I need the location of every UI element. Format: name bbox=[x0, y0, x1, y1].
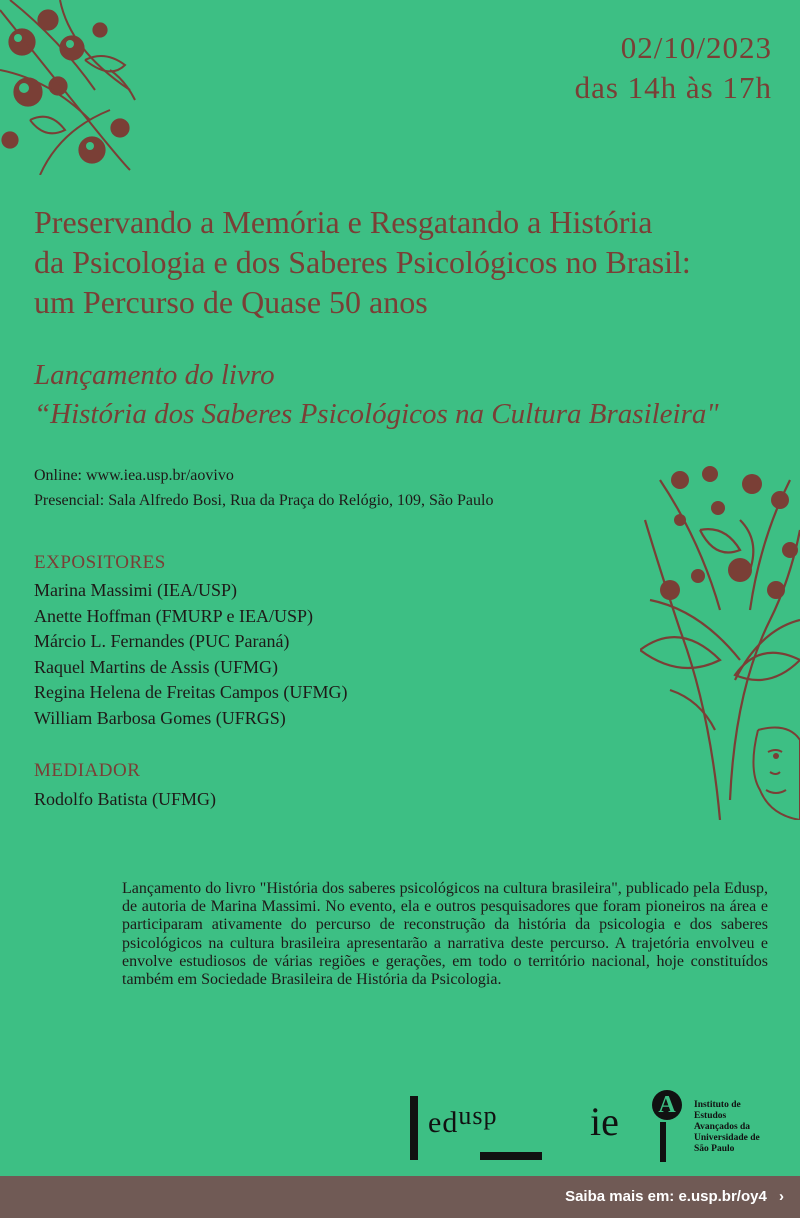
event-title-line: Preservando a Memória e Resgatando a História bbox=[34, 204, 653, 240]
chevron-right-icon: › bbox=[779, 1188, 784, 1205]
list-item: William Barbosa Gomes (UFRGS) bbox=[34, 707, 286, 728]
event-title-line: da Psicologia e dos Saberes Psicológicos no Brasil: bbox=[34, 244, 691, 280]
saiba-mais-link[interactable] bbox=[565, 1176, 784, 1218]
iea-logo-name: Instituto de Estudos Avançados da Universidade de São Paulo bbox=[694, 1100, 760, 1154]
expositores-list bbox=[34, 578, 347, 732]
event-time: das 14h às 17h bbox=[574, 70, 772, 105]
list-item: Raquel Martins de Assis (UFMG) bbox=[34, 656, 278, 677]
list-item: Marina Massimi (IEA/USP) bbox=[34, 580, 237, 600]
edusp-logo-bar bbox=[410, 1096, 418, 1160]
event-subtitle bbox=[34, 356, 719, 434]
edusp-logo-underline bbox=[480, 1152, 542, 1160]
venue-presencial: Presencial: Sala Alfredo Bosi, Rua da Praça do Relógio, 109, São Paulo bbox=[34, 492, 494, 509]
botanical-engraving-icon bbox=[0, 0, 150, 175]
list-item: Márcio L. Fernandes (PUC Paraná) bbox=[34, 631, 290, 652]
edusp-logo-text: $ed^{usp}$ bbox=[428, 1101, 498, 1139]
event-subtitle-line: “História dos Saberes Psicológicos na Cultura Brasileira" bbox=[34, 398, 719, 430]
event-date: 02/10/2023 bbox=[620, 30, 772, 65]
mediador-heading: MEDIADOR bbox=[34, 760, 141, 781]
event-datetime bbox=[575, 28, 772, 108]
list-item: Regina Helena de Freitas Campos (UFMG) bbox=[34, 682, 348, 703]
edusp-logo bbox=[410, 1096, 542, 1160]
mediador-list bbox=[34, 787, 216, 813]
iea-logo-circle-a: A bbox=[652, 1090, 682, 1120]
botanical-face-engraving-icon bbox=[640, 460, 800, 820]
event-title bbox=[34, 202, 774, 322]
list-item: Rodolfo Batista (UFMG) bbox=[34, 789, 216, 809]
event-description: Lançamento do livro "História dos saberes psicológicos na cultura brasileira", publicado pela Edusp, de autoria de Marina Massimi. No evento, ela e outros pesquisadores que foram pioneiros na área e participaram ativamente do percurso de reconstrução da história da psicologia e dos saberes psicológicos na cultura brasileira apresentarão a narrativa deste percurso. A trajetória envolveu e envolve estudiosos de várias regiões e gerações, em todo o território nacional, hoje constituídos também em Sociedade Brasileira de História da Psicologia. bbox=[122, 880, 768, 989]
footer-bar bbox=[0, 1176, 800, 1218]
venue-online: Online: www.iea.usp.br/aovivo bbox=[34, 467, 234, 484]
iea-logo-bar bbox=[660, 1122, 666, 1162]
iea-usp-logo bbox=[590, 1090, 780, 1165]
event-title-line: um Percurso de Quase 50 anos bbox=[34, 284, 428, 320]
event-subtitle-line: Lançamento do livro bbox=[34, 359, 275, 391]
list-item: Anette Hoffman (FMURP e IEA/USP) bbox=[34, 605, 313, 626]
event-venue bbox=[34, 463, 493, 513]
saiba-mais-text: Saiba mais em: e.usp.br/oy4 bbox=[565, 1188, 767, 1205]
iea-logo-ie: ie bbox=[590, 1099, 619, 1144]
expositores-heading: EXPOSITORES bbox=[34, 552, 166, 573]
